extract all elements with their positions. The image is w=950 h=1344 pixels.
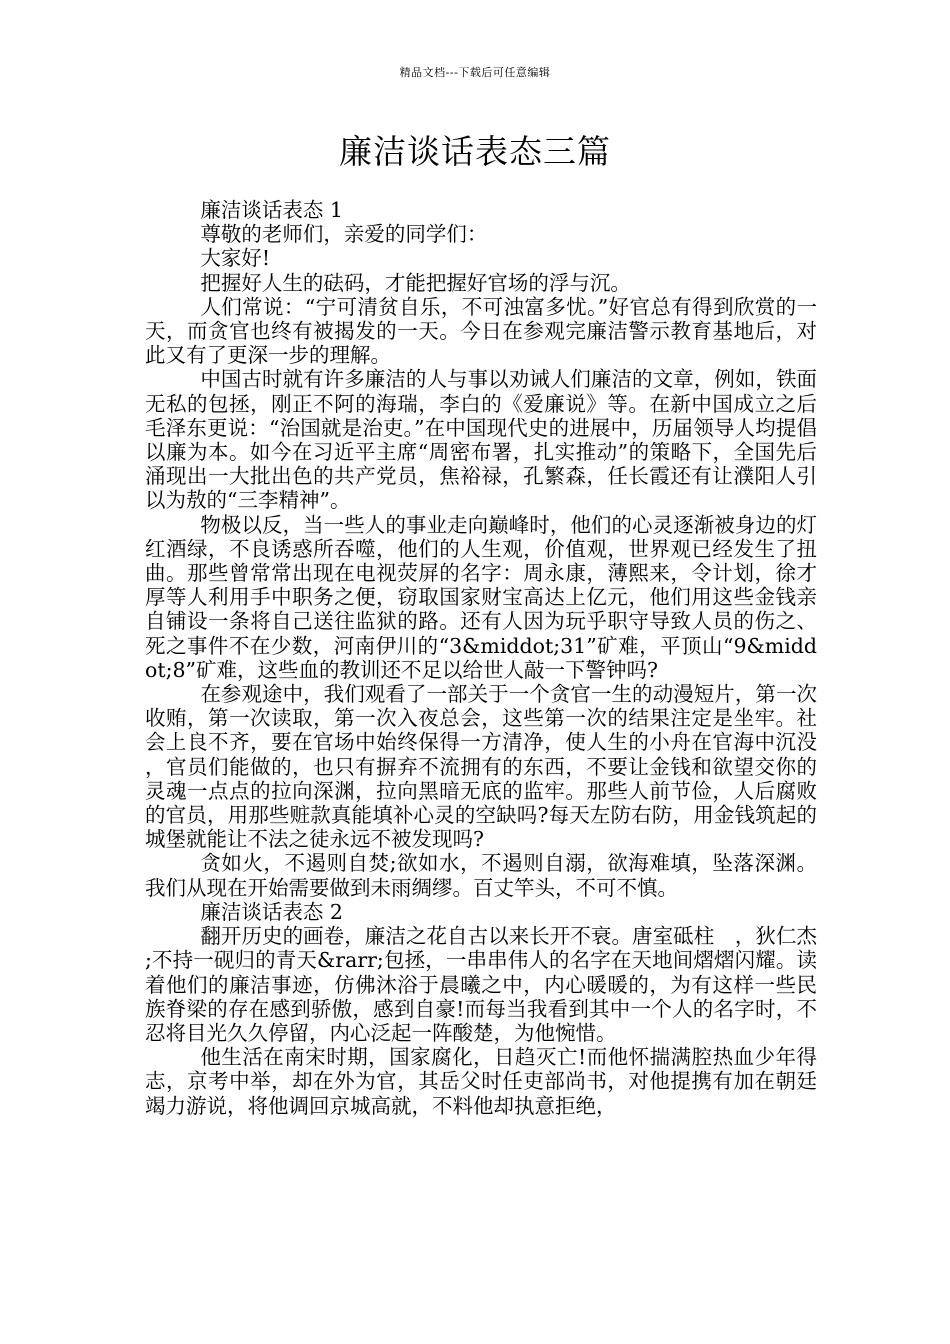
paragraph: 把握好人生的砝码，才能把握好官场的浮与沉。 xyxy=(200,270,631,295)
document-body xyxy=(145,198,817,1118)
paragraph: 物极以反，当一些人的事业走向巅峰时，他们的心灵逐渐被身边的灯红酒绿，不良诱惑所吞噬，他们的人生观，价值观，世界观已经发生了扭曲。那些曾常常出现在电视荧屏的名字：周永康，薄熙来，令计划，徐才厚等人利用手中职务之便，窃取国家财宝高达上亿元，他们用这些金钱亲自铺设一条将自己送往监狱的路。还有人因为玩乎职守导致人员的伤之、死之事件不在少数，河南伊川的“3&middot;31”矿难，平顶山“9&middot;8”矿难，这些血的教训还不足以给世人敲一下警钟吗? xyxy=(145,512,817,682)
section-heading-1: 廉洁谈话表态 1 xyxy=(200,198,343,222)
paragraph: 他生活在南宋时期，国家腐化，日趋灭亡!而他怀揣满腔热血少年得志，京考中举，却在外为官，其岳父时任吏部尚书，对他提携有加在朝廷竭力游说，将他调回京城高就，不料他却执意拒绝， xyxy=(145,1045,817,1118)
document-title: 廉洁谈话表态三篇 xyxy=(339,132,611,171)
greeting: 大家好! xyxy=(200,246,271,271)
paragraph: 中国古时就有许多廉洁的人与事以劝诫人们廉洁的文章，例如，铁面无私的包拯，刚正不阿的海瑞，李白的《爱廉说》等。在新中国成立之后毛泽东更说：“治国就是治吏。”在中国现代史的进展中，历届领导人均提倡以廉为本。如今在习近平主席“周密布署，扎实推动”的策略下，全国先后涌现出一大批出色的共产党员，焦裕禄，孔繁森，任长霞还有让濮阳人引以为敖的“三李精神”。 xyxy=(145,367,817,513)
paragraph: 人们常说：“宁可清贫自乐，不可浊富多忧。”好官总有得到欣赏的一天，而贪官也终有被揭发的一天。今日在参观完廉洁警示教育基地后，对此又有了更深一步的理解。 xyxy=(145,294,817,368)
paragraph: 贪如火，不遏则自焚;欲如水，不遏则自溺，欲海难填，坠落深渊。我们从现在开始需要做到未雨绸缪。百丈竿头，不可不慎。 xyxy=(145,851,817,900)
page-header: 精品文档---下载后可任意编辑 xyxy=(399,66,551,79)
paragraph: 翻开历史的画卷，廉洁之花自古以来长开不衰。唐室砥柱 ，狄仁杰;不持一砚归的青天&rarr;包拯，一串串伟人的名字在天地间熠熠闪耀。读着他们的廉洁事迹，仿佛沐浴于晨曦之中，内心暖暖的，为有这样一些民族脊梁的存在感到骄傲，感到自豪!而每当我看到其中一个人的名字时，不忍将目光久久停留，内心泛起一阵酸楚，为他惋惜。 xyxy=(145,924,817,1045)
salutation: 尊敬的老师们，亲爱的同学们： xyxy=(200,222,488,247)
section-heading-2: 廉洁谈话表态 2 xyxy=(200,899,343,924)
paragraph: 在参观途中，我们观看了一部关于一个贪官一生的动漫短片，第一次收贿，第一次读取，第一次入夜总会，这些第一次的结果注定是坐牢。社会上良不齐，要在官场中始终保得一方清净，使人生的小舟在官海中沉没，官员们能做的，也只有摒弃不流拥有的东西，不要让金钱和欲望交你的灵魂一点点的拉向深渊，拉向黑暗无底的监牢。那些人前节俭，人后腐败的官员，用那些赃款真能填补心灵的空缺吗?每天左防右防，用金钱筑起的城堡就能让不法之徒永远不被发现吗? xyxy=(145,682,817,852)
